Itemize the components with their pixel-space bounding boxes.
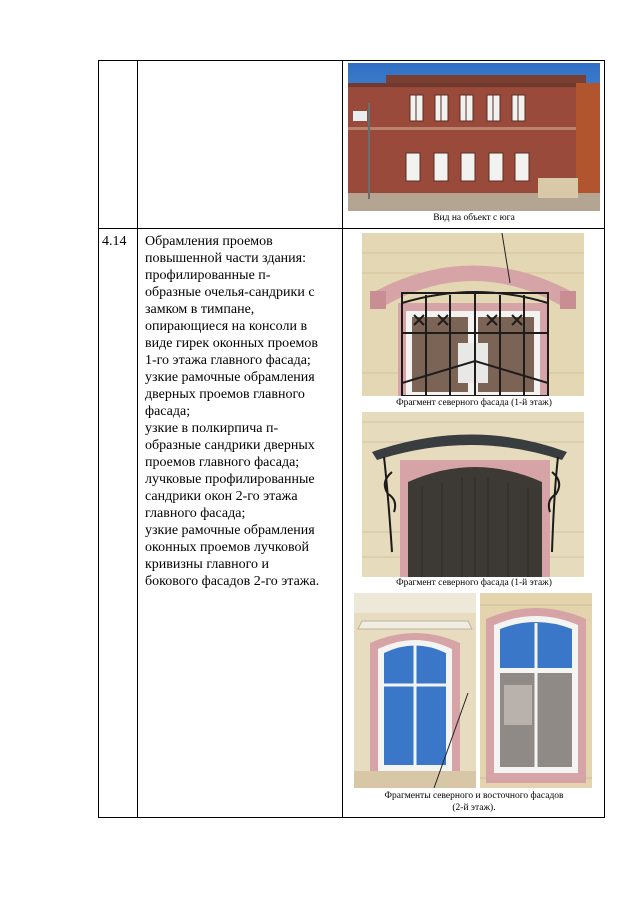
table-border-right xyxy=(604,60,605,818)
description-line: образные сандрики дверных xyxy=(145,438,315,453)
description-line: фасада; xyxy=(145,404,191,419)
description-line: профилированные п- xyxy=(145,268,271,283)
row-divider xyxy=(98,228,605,229)
caption-south-view: Вид на объект с юга xyxy=(433,213,515,223)
table-border-top xyxy=(98,60,605,61)
description-line: дверных проемов главного xyxy=(145,387,305,402)
description-line: кривизны главного и xyxy=(145,557,270,572)
caption-north-facade-2: Фрагмент северного фасада (1-й этаж) xyxy=(396,578,552,588)
photo-east-window-2nd-floor xyxy=(480,593,592,788)
photo-north-facade-door xyxy=(362,412,584,577)
column-divider-1 xyxy=(137,60,138,818)
table-border-bottom xyxy=(98,817,605,818)
description-line: узкие рамочные обрамления xyxy=(145,523,315,538)
caption-fragments-line-1: Фрагменты северного и восточного фасадов xyxy=(384,791,564,801)
description-line: виде гирек оконных проемов xyxy=(145,336,319,351)
photo-north-facade-window xyxy=(362,233,584,396)
caption-north-facade-1: Фрагмент северного фасада (1-й этаж) xyxy=(396,398,552,408)
column-divider-2 xyxy=(342,60,343,818)
description-line: замком в тимпане, xyxy=(145,302,255,317)
description-line: узкие в полкирпича п- xyxy=(145,421,279,436)
description-line: опирающиеся на консоли в xyxy=(145,319,308,334)
description-cell xyxy=(145,233,340,590)
description-line: 1-го этажа главного фасада; xyxy=(145,353,311,368)
description-line: сандрики окон 2-го этажа xyxy=(145,489,298,504)
table-border-left xyxy=(98,60,99,818)
description-line: проемов главного фасада; xyxy=(145,455,300,470)
description-line: бокового фасадов 2-го этажа. xyxy=(145,574,320,589)
description-line: образные очелья-сандрики с xyxy=(145,285,315,300)
description-line: Обрамления проемов xyxy=(145,234,273,249)
description-line: оконных проемов лучковой xyxy=(145,540,309,555)
photo-north-window-2nd-floor xyxy=(354,593,476,788)
photo-south-view xyxy=(348,63,600,211)
description-line: главного фасада; xyxy=(145,506,246,521)
caption-fragments-line-2: (2-й этаж). xyxy=(452,803,496,813)
description-line: повышенной части здания: xyxy=(145,251,306,266)
description-line: узкие рамочные обрамления xyxy=(145,370,315,385)
description-line: лучковые профилированные xyxy=(145,472,315,487)
row-number: 4.14 xyxy=(102,234,127,249)
